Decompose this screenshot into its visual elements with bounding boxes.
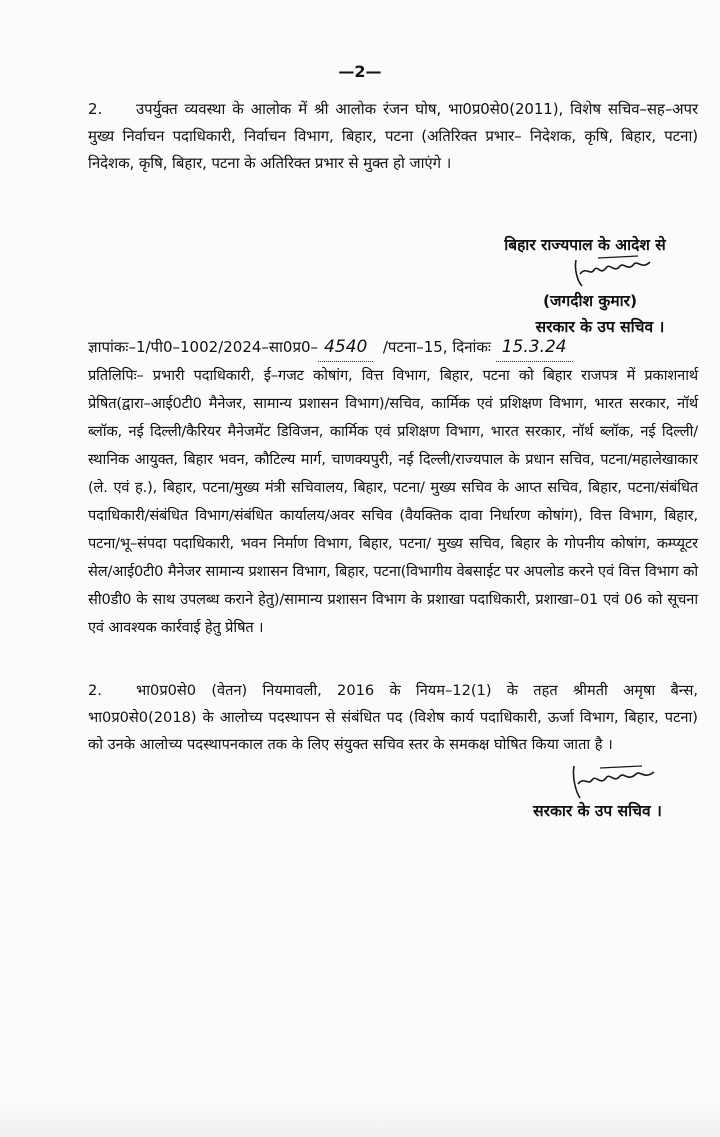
memo-date: 15.3.24	[496, 334, 573, 362]
signoff-2-designation: सरकार के उप सचिव ।	[533, 802, 662, 820]
paragraph-1-text: उपर्युक्त व्यवस्था के आलोक में श्री आलोक रंजन घोष, भा0प्र0से0(2011), विशेष सचिव–सह–अपर मुख्य निर्वाचन पदाधिकारी, निर्वाचन विभाग, बिहार, पटना (अतिरिक्त प्रभार– निदेशक, कृषि, बिहार, पटना) निदेशक, कृषि, बिहार, पटना के अतिरिक्त प्रभार से मुक्त हो जाएंगे ।	[88, 100, 698, 172]
copy-distribution: प्रतिलिपिः– प्रभारी पदाधिकारी, ई–गजट कोषांग, वित्त विभाग, बिहार, पटना को बिहार राजपत्र में प्रकाशनार्थ प्रेषित(द्वारा–आई0टी0 मैनेजर, सामान्य प्रशासन विभाग)/सचिव, कार्मिक एवं प्रशिक्षण विभाग, भारत सरकार, नॉर्थ ब्लॉक, नई दिल्ली/कैरियर मैनेजमेंट डिविजन, कार्मिक एवं प्रशिक्षण विभाग, भारत सरकार, नॉर्थ ब्लॉक, नई दिल्ली/ स्थानिक आयुक्त, बिहार भवन, कौटिल्य मार्ग, चाणक्यपुरी, नई दिल्ली/राज्यपाल के प्रधान सचिव, पटना/महालेखाकार (ले. एवं ह.), बिहार, पटना/मुख्य मंत्री सचिवालय, बिहार, पटना/ मुख्य सचिव के आप्त सचिव, बिहार, पटना/संबंधित पदाधिकारी/संबंधित विभाग/संबंधित कार्यालय/अवर सचिव (वैयक्तिक दावा निर्धारण कोषांग), वित्त विभाग, बिहार, पटना/भू–संपदा पदाधिकारी, भवन निर्माण विभाग, बिहार, पटना/ मुख्य सचिव, बिहार के गोपनीय कोषांग, कम्प्यूटर सेल/आई0टी0 मैनेजर सामान्य प्रशासन विभाग, बिहार, पटना(विभागीय वेबसाईट पर अपलोड करने एवं वित्त विभाग को सी0डी0 के साथ उपलब्ध कराने हेतु)/सामान्य प्रशासन विभाग के प्रशाखा पदाधिकारी, प्रशाखा–01 एवं 06 को सूचना एवं आवश्यक कार्रवाई हेतु प्रेषित ।	[88, 367, 698, 636]
by-order-line: बिहार राज्यपाल के आदेश से	[504, 236, 666, 254]
memo-middle: /पटना–15, दिनांकः	[382, 338, 491, 356]
paragraph-2	[88, 677, 698, 758]
page-bottom-edge	[0, 1100, 720, 1137]
memo-number: 4540	[318, 334, 373, 362]
memo-line	[88, 334, 698, 362]
signatory-name: (जगदीश कुमार)	[542, 292, 638, 310]
memo-prefix: ज्ञापांकः–1/पी0–1002/2024–सा0प्र0–	[88, 338, 319, 356]
paragraph-1	[88, 96, 698, 177]
paragraph-2-text: भा0प्र0से0 (वेतन) नियमावली, 2016 के नियम–12(1) के तहत श्रीमती अमृषा बैन्स, भा0प्र0से0(2018) के आलोच्य पदस्थापन से संबंधित पद (विशेष कार्य पदाधिकारी, ऊर्जा विभाग, बिहार, पटना) को उनके आलोच्य पदस्थापनकाल तक के लिए संयुक्त सचिव स्तर के समकक्ष घोषित किया जाता है ।	[88, 682, 698, 753]
paragraph-1-number: 2.	[88, 100, 103, 118]
page-number: —2—	[338, 62, 382, 81]
signatory-designation: सरकार के उप सचिव ।	[535, 318, 665, 336]
signature-1	[568, 252, 658, 292]
paragraph-2-number: 2.	[88, 682, 102, 699]
